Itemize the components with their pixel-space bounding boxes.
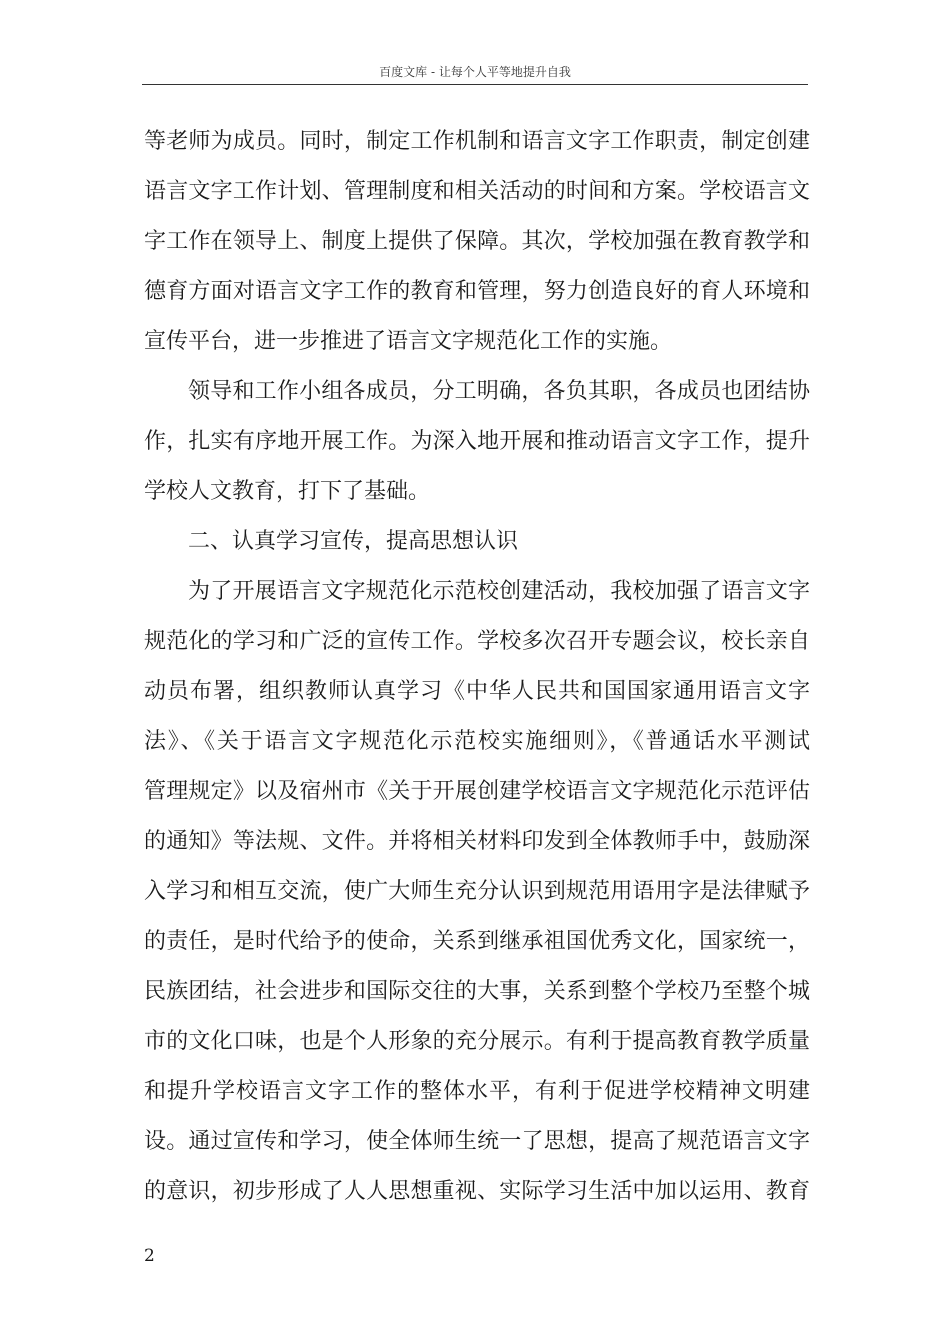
text-line: 法》、《关于语言文字规范化示范校实施细则》，《普通话水平测试 xyxy=(144,729,810,754)
text-line: 学校人文教育，打下了基础。 xyxy=(144,479,431,504)
text-line: 语言文字工作计划、管理制度和相关活动的时间和方案。学校语言文 xyxy=(144,179,810,204)
text-line: 宣传平台，进一步推进了语言文字规范化工作的实施。 xyxy=(144,329,673,354)
header-text: 百度文库 - 让每个人平等地提升自我 xyxy=(379,65,571,79)
text-line: 德育方面对语言文字工作的教育和管理，努力创造良好的育人环境和 xyxy=(144,279,810,304)
text-line: 作，扎实有序地开展工作。为深入地开展和推动语言文字工作，提升 xyxy=(144,429,810,454)
text-line: 规范化的学习和广泛的宣传工作。学校多次召开专题会议，校长亲自 xyxy=(144,629,810,654)
text-line: 入学习和相互交流，使广大师生充分认识到规范用语用字是法律赋予 xyxy=(144,879,810,904)
text-line: 领导和工作小组各成员，分工明确，各负其职，各成员也团结协 xyxy=(188,379,810,404)
text-line: 民族团结，社会进步和国际交往的大事，关系到整个学校乃至整个城 xyxy=(144,979,810,1004)
text-line: 的意识，初步形成了人人思想重视、实际学习生活中加以运用、教育 xyxy=(144,1179,810,1204)
page-number: 2 xyxy=(144,1246,155,1266)
text-line: 和提升学校语言文字工作的整体水平，有利于促进学校精神文明建 xyxy=(144,1079,810,1104)
text-line: 的责任，是时代给予的使命，关系到继承祖国优秀文化，国家统一， xyxy=(144,929,810,954)
text-line: 设。通过宣传和学习，使全体师生统一了思想，提高了规范语言文字 xyxy=(144,1129,810,1154)
text-line: 市的文化口味，也是个人形象的充分展示。有利于提高教育教学质量 xyxy=(144,1029,810,1054)
text-line: 动员布署，组织教师认真学习《中华人民共和国国家通用语言文字 xyxy=(144,679,810,704)
text-line: 等老师为成员。同时，制定工作机制和语言文字工作职责，制定创建 xyxy=(144,129,810,154)
text-line: 管理规定》以及宿州市《关于开展创建学校语言文字规范化示范评估 xyxy=(144,779,810,804)
text-line: 的通知》等法规、文件。并将相关材料印发到全体教师手中，鼓励深 xyxy=(144,829,810,854)
text-line: 为了开展语言文字规范化示范校创建活动，我校加强了语言文字 xyxy=(188,579,810,604)
section-heading: 二、认真学习宣传，提高思想认识 xyxy=(188,529,519,554)
text-line: 字工作在领导上、制度上提供了保障。其次，学校加强在教育教学和 xyxy=(144,229,810,254)
document-body xyxy=(144,117,810,1217)
page-header xyxy=(142,62,808,85)
